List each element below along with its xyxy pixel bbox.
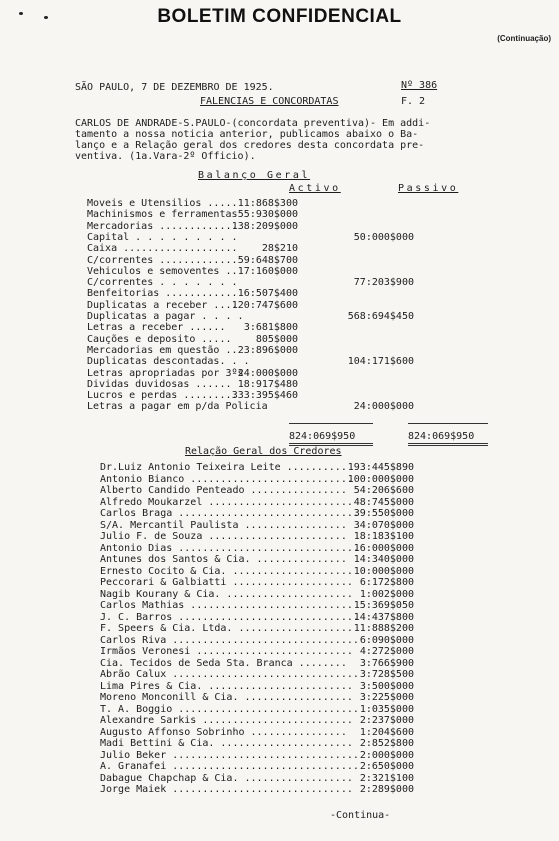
creditor-name: Cia. Tecidos de Seda Sta. Branca ........ [100, 657, 347, 669]
creditor-value: 16:000$000 [353, 542, 414, 554]
intro-line-4: ventiva. (1a.Vara-2º Officio). [75, 151, 256, 162]
balance-row-passivo: 104:171$600 [347, 356, 414, 368]
balance-row-activo: 805$000 [255, 333, 298, 345]
balance-row-activo: 17:160$000 [237, 265, 298, 277]
creditor-value: 3:500$000 [359, 680, 414, 692]
creditor-value: 3:728$500 [359, 669, 414, 680]
creditor-name: F. Speers & Cia. Ltda. ................... [100, 623, 353, 634]
creditor-value: 18:183$100 [353, 531, 414, 542]
creditor-name: Augusto Affonso Sobrinho ................ [100, 726, 347, 738]
creditor-name: Alfredo Moukarzel ........................ [100, 496, 353, 508]
creditor-name: Carlos Mathias ........................... [100, 600, 353, 611]
balance-row-activo: 18:917$480 [237, 378, 298, 390]
activo-header: Activo [289, 183, 341, 194]
creditor-name: Antunes dos Santos & Cia. ............... [100, 554, 347, 565]
creditor-name: Moreno Monconill & Cia. .................. [100, 692, 353, 703]
creditor-name: Julio Beker ............................... [100, 749, 359, 761]
balance-row-label: Dividas duvidosas ...... [87, 378, 232, 390]
balance-row-activo: 3:681$800 [243, 322, 298, 334]
creditor-name: Peccorari & Galbiatti .................... [100, 577, 353, 588]
creditor-name: Ernesto Cocito & Cia. .................... [100, 565, 353, 577]
creditor-name: Madi Bettini & Cia. ...................... [100, 738, 353, 749]
creditor-name: Jorge Maiek .............................. [100, 784, 353, 795]
activo-total-rule [289, 423, 373, 424]
balance-row-passivo: 24:000$000 [353, 401, 414, 413]
creditor-value: 11:888$200 [353, 623, 414, 634]
balance-row-label: Lucros e perdas ......... [87, 390, 238, 402]
balance-row-label: Benfeitorias ............ [87, 288, 238, 300]
passivo-header: Passivo [398, 183, 459, 194]
creditor-value: 1:035$000 [359, 703, 414, 715]
balance-row-label: C/correntes . . . . . . . [87, 277, 238, 289]
creditor-name: J. C. Barros .............................. [100, 611, 359, 623]
bulletin-title: BOLETIM CONFIDENCIAL [157, 6, 402, 27]
creditor-value: 14:340$000 [353, 554, 414, 565]
balance-row-activo: 23:896$000 [237, 344, 298, 356]
balance-row-label: Letras a pagar em p/da Policia [87, 401, 268, 413]
balance-row-label: Duplicatas descontadas. . . [87, 356, 250, 368]
balance-row-label: Cauções e deposito ..... [87, 333, 232, 345]
balance-row-label: Mercadorias ............. [87, 220, 238, 232]
balance-row-label: Caixa ................... [87, 243, 238, 255]
creditor-value: 48:745$000 [353, 496, 414, 508]
creditor-name: Lima Pires & Cia. ........................ [100, 680, 353, 692]
creditor-value: 2:852$800 [359, 738, 414, 749]
creditor-value: 2:650$000 [359, 761, 414, 772]
creditor-name: Antonio Bianco ........................... [100, 473, 353, 485]
balance-row-passivo: 568:694$450 [347, 311, 414, 322]
creditor-name: A. Granafei ............................... [100, 761, 359, 772]
creditor-value: 6:090$000 [359, 634, 414, 646]
creditor-name: Antonio Dias .............................. [100, 542, 359, 554]
balance-row-activo: 28$210 [261, 243, 298, 255]
balance-row-label: Moveis e Utensilios ..... [87, 198, 238, 209]
creditor-name: T. A. Boggio .............................. [100, 703, 359, 715]
balance-row-activo: 59:648$700 [237, 254, 298, 266]
balance-row-label: Duplicatas a pagar . . . . [87, 311, 244, 322]
balance-row-label: Machinismos e ferramentas [87, 209, 238, 221]
creditor-name: Nagib Kourany & Cia. ..................... [100, 588, 353, 600]
creditor-value: 54:206$600 [353, 485, 414, 496]
creditor-value: 3:766$900 [359, 657, 414, 669]
balance-title: Balanço Geral [198, 170, 311, 181]
creditor-value: 4:272$000 [359, 646, 414, 657]
section-title: FALENCIAS E CONCORDATAS [200, 96, 339, 107]
date-line: SÃO PAULO, 7 DE DEZEMBRO DE 1925. [75, 82, 274, 93]
creditor-name: Irmãos Veronesi .......................... [100, 646, 353, 657]
balance-row-label: C/correntes ............. [87, 254, 238, 266]
passivo-total-double-rule [408, 443, 488, 446]
balance-row-label: Vehiculos e semoventes .. [87, 265, 238, 277]
balance-row-activo: 24:000$000 [237, 367, 298, 379]
creditor-value: 34:070$000 [353, 519, 414, 531]
balance-row-passivo: 50:000$000 [353, 231, 414, 243]
balance-row-label: Letras a receber ...... [87, 322, 226, 334]
creditor-name: Alexandre Sarkis ......................... [100, 715, 353, 726]
balance-row-activo: 138:209$000 [231, 220, 298, 232]
bulletin-number: Nº 386 [401, 80, 438, 91]
creditor-value: 100:000$000 [347, 473, 414, 485]
passivo-total: 824:069$950 [408, 431, 475, 442]
creditor-name: Julio F. de Souza ....................... [100, 531, 347, 542]
balance-row-label: Mercadorias em questão .. [87, 344, 238, 356]
creditor-name: Carlos Braga .............................. [100, 508, 359, 519]
creditor-value: 2:321$100 [359, 772, 414, 784]
creditor-value: 1:204$600 [359, 726, 414, 738]
balance-row-label: Capital . . . . . . . . . [87, 231, 238, 243]
balance-row-activo: 16:507$400 [237, 288, 298, 300]
balance-row-activo: 11:868$300 [237, 198, 298, 209]
creditor-name: Dabague Chapchap & Cia. .................. [100, 772, 353, 784]
balance-row-passivo: 77:203$900 [353, 277, 414, 289]
creditor-value: 2:237$000 [359, 715, 414, 726]
passivo-total-rule [408, 423, 488, 424]
activo-total: 824:069$950 [289, 431, 356, 442]
creditor-value: 2:000$000 [359, 749, 414, 761]
continuation-label: (Continuação) [497, 34, 551, 43]
creditor-name: S/A. Mercantil Paulista ................. [100, 519, 347, 531]
creditor-value: 14:437$800 [353, 611, 414, 623]
creditor-value: 1:002$000 [359, 588, 414, 600]
creditor-value: 3:225$000 [359, 692, 414, 703]
creditor-value: 6:172$800 [359, 577, 414, 588]
intro-line-2: tamento a nossa noticia anterior, publicamos abaixo o Ba- [75, 129, 419, 140]
creditor-value: 39:550$000 [353, 508, 414, 519]
folio: F. 2 [401, 96, 426, 107]
creditor-value: 10:000$000 [353, 565, 414, 577]
continua-footer: -Continua- [330, 810, 391, 821]
intro-line-3: lanço e a Relação geral dos credores desta concordata pre- [75, 140, 425, 151]
creditors-title: Relação Geral dos Credores [185, 446, 342, 457]
balance-row-activo: 120:747$600 [231, 299, 298, 311]
creditor-name: Dr.Luiz Antonio Teixeira Leite .......... [100, 462, 347, 473]
balance-row-activo: 333:395$460 [231, 390, 298, 402]
balance-row-label: Duplicatas a receber .... [87, 299, 238, 311]
creditor-name: Abrão Calux ............................... [100, 669, 359, 680]
creditor-name: Carlos Riva ............................... [100, 634, 359, 646]
creditor-value: 2:289$000 [359, 784, 414, 795]
creditor-value: 15:369$050 [353, 600, 414, 611]
intro-line-1: CARLOS DE ANDRADE-S.PAULO-(concordata preventiva)- Em addi- [75, 118, 431, 129]
creditor-name: Alberto Candido Penteado ................ [100, 485, 347, 496]
balance-row-label: Letras apropriadas por 3ºs [87, 367, 244, 379]
creditor-value: 193:445$890 [347, 462, 414, 473]
balance-row-activo: 55:930$000 [237, 209, 298, 221]
